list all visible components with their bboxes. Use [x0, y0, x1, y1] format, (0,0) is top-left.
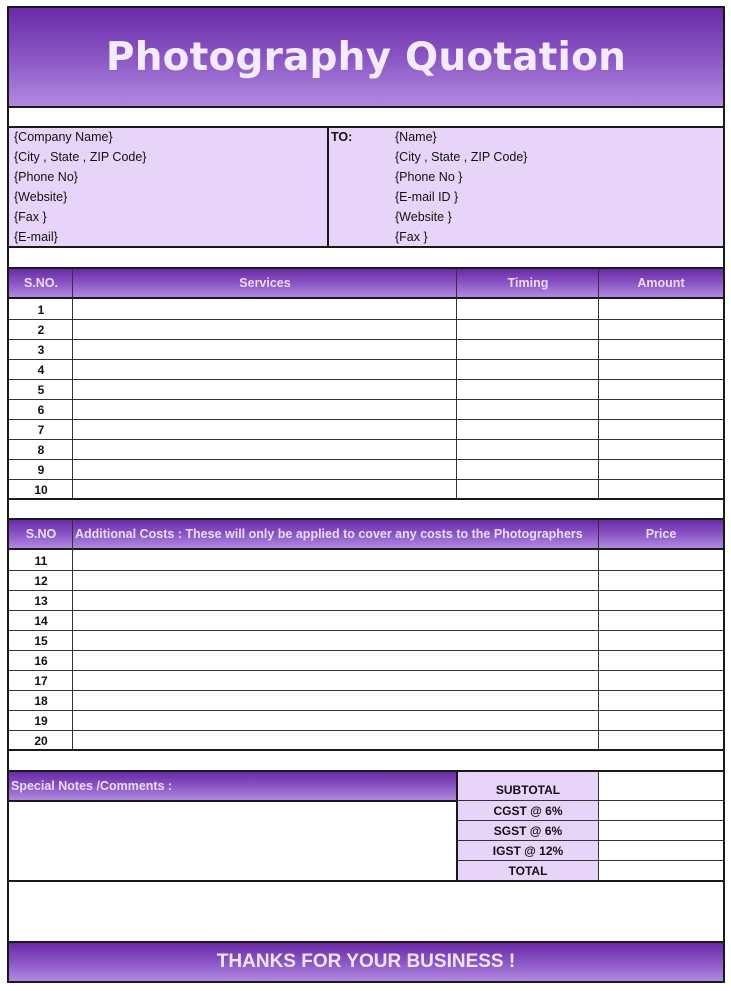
row-number: 8 — [37, 443, 45, 457]
row-number: 6 — [37, 403, 45, 417]
col-line — [598, 269, 599, 498]
to-line: {Name} — [395, 130, 437, 144]
row-number: 13 — [34, 594, 48, 608]
cgst-label: CGST @ 6% — [493, 803, 563, 818]
footer-banner: THANKS FOR YOUR BUSINESS ! — [9, 943, 723, 981]
to-line: {Phone No } — [395, 170, 463, 184]
row-number: 19 — [34, 714, 48, 728]
address-divider — [327, 128, 329, 246]
col-header-services: Services — [239, 276, 291, 290]
row-number: 5 — [37, 383, 45, 397]
row-number: 9 — [37, 463, 45, 477]
col-header-sno: S.NO. — [23, 276, 59, 290]
from-line: {Website} — [14, 190, 68, 204]
from-line: {Company Name} — [14, 130, 113, 144]
from-line: {Fax } — [14, 210, 47, 224]
to-line: {Fax } — [395, 230, 428, 244]
notes-label: Special Notes /Comments : — [11, 779, 173, 793]
from-line: {City , State , ZIP Code} — [14, 150, 147, 164]
row-number: 16 — [34, 654, 48, 668]
to-label: TO: — [331, 130, 353, 144]
row-number: 17 — [34, 674, 48, 688]
divider — [9, 246, 723, 248]
divider — [9, 297, 723, 299]
from-line: {E-mail} — [14, 230, 58, 244]
notes-area[interactable] — [9, 802, 456, 880]
to-line: {E-mail ID } — [395, 190, 459, 204]
row-number: 7 — [37, 423, 45, 437]
row-number: 10 — [34, 483, 48, 497]
igst-label: IGST @ 12% — [492, 843, 564, 858]
col-line — [598, 520, 599, 749]
total-label: TOTAL — [508, 863, 548, 878]
col-header-timing: Timing — [507, 276, 549, 290]
row-number: 11 — [34, 554, 48, 568]
quotation-sheet — [7, 6, 725, 983]
to-line: {City , State , ZIP Code} — [395, 150, 528, 164]
col-line — [598, 772, 599, 880]
row-number: 1 — [37, 303, 45, 317]
subtotal-label: SUBTOTAL — [495, 783, 561, 797]
divider — [9, 749, 723, 751]
sgst-label: SGST @ 6% — [493, 823, 563, 838]
row-number: 12 — [34, 574, 48, 588]
col-header-additional-costs: Additional Costs : These will only be applied to cover any costs to the Photographers — [75, 527, 583, 541]
row-number: 14 — [34, 614, 48, 628]
divider — [9, 106, 723, 108]
row-number: 18 — [34, 694, 48, 708]
row-number: 15 — [34, 634, 48, 648]
row-number: 3 — [37, 343, 45, 357]
page-title: Photography Quotation — [9, 8, 723, 106]
col-line — [456, 269, 457, 498]
row-number: 20 — [34, 734, 48, 748]
col-header-sno: S.NO — [25, 527, 57, 541]
col-header-amount: Amount — [637, 276, 685, 290]
address-block — [9, 128, 723, 246]
row-number: 2 — [37, 323, 45, 337]
divider — [9, 498, 723, 500]
col-header-price: Price — [645, 527, 677, 541]
from-line: {Phone No} — [14, 170, 78, 184]
to-line: {Website } — [395, 210, 452, 224]
row-number: 4 — [37, 363, 45, 377]
divider — [9, 880, 723, 882]
divider — [9, 548, 723, 550]
